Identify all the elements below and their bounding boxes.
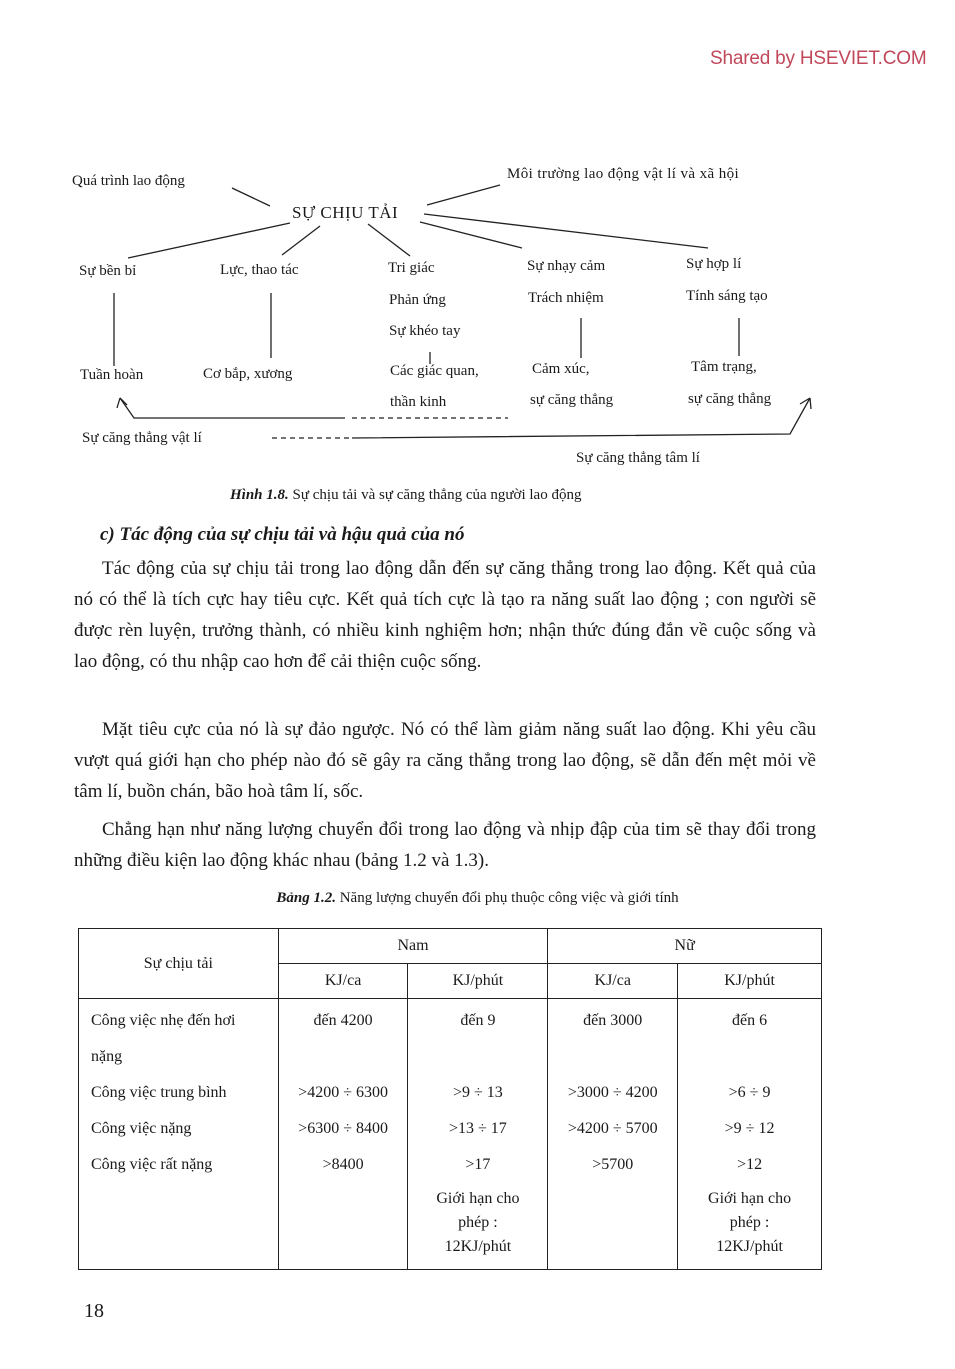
- node-circulation: Tuần hoàn: [80, 367, 144, 383]
- connector-col2: [282, 226, 320, 255]
- node-mood: Tâm trạng,: [691, 359, 757, 375]
- cell-female-shift: [548, 1147, 678, 1270]
- cell-value: >6 ÷ 9: [728, 1084, 771, 1101]
- limit-note-line: Giới hạn cho: [436, 1190, 520, 1207]
- row-label: [79, 1075, 279, 1111]
- node-work-environment: Môi trường lao động vật lí và xã hội: [507, 166, 740, 182]
- section-heading: c) Tác động của sự chịu tải và hậu quả của nó: [100, 524, 465, 545]
- table-row: [79, 999, 822, 1076]
- node-muscle: Cơ bắp, xương: [203, 366, 293, 382]
- connector-left-top: [232, 188, 270, 206]
- cell-male-shift: [278, 999, 408, 1076]
- row-label-line: nặng: [91, 1048, 123, 1065]
- header-female: Nữ: [548, 929, 822, 964]
- node-nerves: thần kinh: [390, 394, 447, 410]
- figure-caption-label: Hình 1.8.: [230, 487, 289, 503]
- table-row: [79, 1111, 822, 1147]
- row-label: [79, 1147, 279, 1270]
- cell-value: đến 4200: [313, 1012, 373, 1029]
- cell-value: >12: [737, 1156, 763, 1173]
- node-dexterity: Sự khéo tay: [389, 323, 461, 339]
- cell-value: >17: [465, 1156, 491, 1173]
- connector-col1: [128, 223, 290, 258]
- node-stress-4: sự căng thẳng: [530, 392, 614, 408]
- node-mental-stress: Sự căng thẳng tâm lí: [576, 450, 700, 466]
- table-row: [79, 1147, 822, 1270]
- cell-female-minute: [678, 1111, 822, 1147]
- limit-note-line: phép :: [458, 1214, 498, 1231]
- cell-value: >4200 ÷ 6300: [298, 1084, 388, 1101]
- paragraph-1: Tác động của sự chịu tải trong lao động dẫn đến sự căng thẳng trong lao động. Kết quả của nó có thể là tích cực hay tiêu cực. Kết quả tích cực là tạo ra năng suất lao động ; con người sẽ được rèn luyện, trưởng thành, có nhiều kinh nghiệm hơn; nhận thức đúng đắn về cuộc sống và lao động, có thu nhập cao hơn để cải thiện cuộc sống.: [74, 558, 816, 672]
- paragraph-3: Chẳng hạn như năng lượng chuyển đổi trong lao động và nhịp đập của tim sẽ thay đổi trong những điều kiện lao động khác nhau (bảng 1.2 và 1.3).: [74, 819, 816, 871]
- paragraph-2: Mặt tiêu cực của nó là sự đảo ngược. Nó có thể làm giảm năng suất lao động. Khi yêu cầu vượt quá giới hạn cho phép nào đó sẽ gây ra căng thẳng trong lao động, sẽ dẫn đến mệt mỏi về tâm lí, buồn chán, bão hoà tâm lí, sốc.: [74, 719, 816, 802]
- cell-male-minute: [408, 1075, 548, 1111]
- connector-col5: [424, 214, 708, 248]
- cell-value: >4200 ÷ 5700: [567, 1120, 658, 1137]
- cell-male-shift: [278, 1075, 408, 1111]
- node-rationality: Sự hợp lí: [686, 256, 742, 272]
- header-male-shift: KJ/ca: [278, 964, 408, 999]
- table-row: [79, 1075, 822, 1111]
- cell-female-shift: [548, 999, 678, 1076]
- arrow-mental-b: [810, 398, 811, 409]
- cell-female-shift: [548, 1075, 678, 1111]
- node-creativity: Tính sáng tạo: [686, 288, 768, 304]
- cell-male-minute: [408, 1111, 548, 1147]
- node-force: Lực, thao tác: [220, 262, 299, 278]
- cell-female-shift: [548, 1111, 678, 1147]
- page-number: 18: [84, 1300, 104, 1322]
- limit-note-male: [408, 1183, 547, 1259]
- watermark: Shared by HSEVIET.COM: [710, 48, 927, 69]
- header-female-shift: KJ/ca: [548, 964, 678, 999]
- cell-value: đến 3000: [583, 1012, 643, 1029]
- cell-value: >6300 ÷ 8400: [298, 1120, 388, 1137]
- connector-col4: [420, 222, 522, 248]
- diagram-connectors: [0, 0, 955, 480]
- header-male-minute: KJ/phút: [408, 964, 548, 999]
- header-female-minute: KJ/phút: [678, 964, 822, 999]
- header-male: Nam: [278, 929, 548, 964]
- node-stress-5: sự căng thẳng: [688, 391, 772, 407]
- limit-note-line: 12KJ/phút: [444, 1238, 512, 1255]
- node-load-center: SỰ CHỊU TẢI: [292, 203, 399, 222]
- cell-value: đến 9: [460, 1012, 496, 1029]
- table-caption: [0, 890, 955, 907]
- row-label: [79, 999, 279, 1076]
- cell-male-minute: [408, 1147, 548, 1270]
- cell-female-minute: [678, 999, 822, 1076]
- figure-caption: [230, 487, 581, 504]
- table-caption-label: Bảng 1.2.: [276, 890, 336, 906]
- node-reaction: Phản ứng: [389, 292, 446, 308]
- node-senses: Các giác quan,: [390, 363, 479, 379]
- cell-value: đến 6: [732, 1012, 768, 1029]
- arrow-physical-a: [117, 398, 120, 408]
- limit-note-line: 12KJ/phút: [716, 1238, 783, 1255]
- connector-col3: [368, 224, 410, 256]
- header-load: Sự chịu tải: [79, 929, 279, 999]
- cell-value: >8400: [322, 1156, 364, 1173]
- node-sensitivity: Sự nhạy cảm: [527, 258, 606, 274]
- row-label-line: Công việc nhẹ đến hơi: [91, 1012, 236, 1029]
- limit-note-line: Giới hạn cho: [708, 1190, 792, 1207]
- node-perception: Tri giác: [388, 260, 435, 276]
- cell-male-shift: [278, 1111, 408, 1147]
- row-label-line: Công việc nặng: [91, 1120, 192, 1137]
- bracket-physical: [120, 398, 345, 418]
- cell-female-minute: [678, 1075, 822, 1111]
- limit-note-female: [678, 1183, 821, 1259]
- cell-value: >3000 ÷ 4200: [567, 1084, 658, 1101]
- row-label: [79, 1111, 279, 1147]
- limit-note-line: phép :: [729, 1214, 770, 1231]
- cell-female-minute: [678, 1147, 822, 1270]
- node-work-process: Quá trình lao động: [72, 173, 185, 189]
- connector-right-top: [427, 185, 500, 205]
- table-caption-text: Năng lượng chuyển đổi phụ thuộc công việc và giới tính: [335, 890, 679, 906]
- node-endurance: Sự bền bỉ: [79, 263, 137, 279]
- node-physical-stress: Sự căng thẳng vật lí: [82, 430, 202, 446]
- cell-male-minute: [408, 999, 548, 1076]
- cell-value: >13 ÷ 17: [449, 1120, 507, 1137]
- energy-table: [78, 928, 822, 1270]
- node-responsibility: Trách nhiệm: [528, 290, 604, 306]
- cell-value: >9 ÷ 13: [453, 1084, 503, 1101]
- row-label-line: Công việc trung bình: [91, 1084, 227, 1101]
- row-label-line: Công việc rất nặng: [91, 1156, 213, 1173]
- figure-caption-text: Sự chịu tải và sự căng thẳng của người lao động: [288, 487, 582, 503]
- cell-value: >5700: [592, 1156, 634, 1173]
- cell-value: >9 ÷ 12: [724, 1120, 775, 1137]
- node-emotion: Cảm xúc,: [532, 361, 590, 377]
- cell-male-shift: [278, 1147, 408, 1270]
